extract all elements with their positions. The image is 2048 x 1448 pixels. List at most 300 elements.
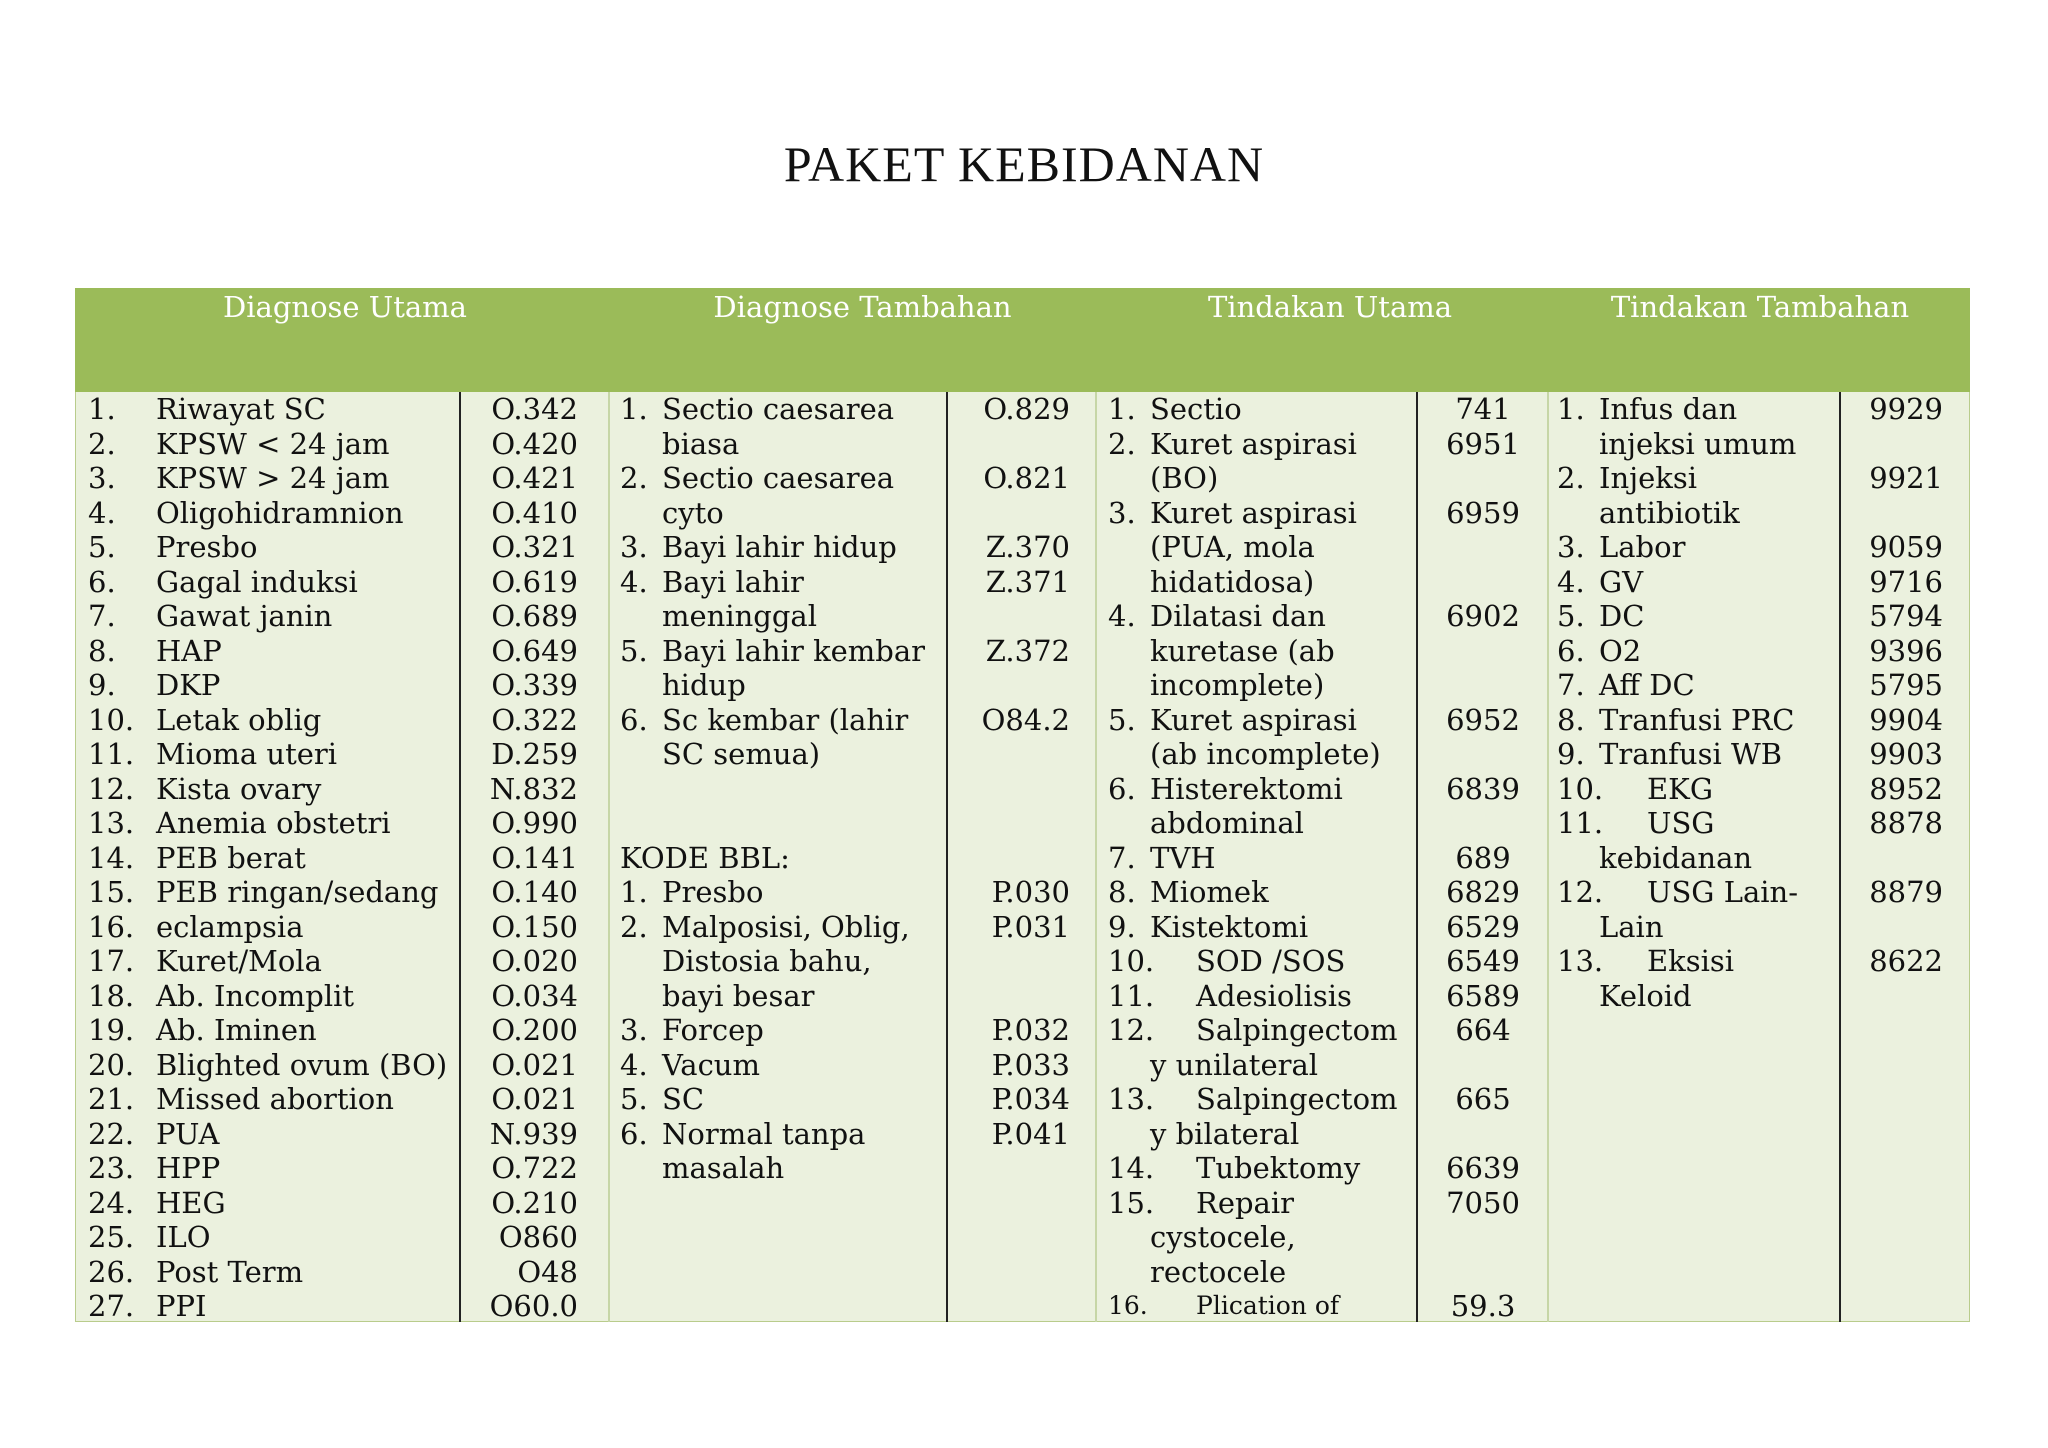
diagnose-tambahan-code: P.031 <box>991 909 1070 944</box>
item-label: hidatidosa) <box>1150 564 1315 599</box>
item-label: Kistektomi <box>1150 909 1309 944</box>
item-label: (PUA, mola <box>1150 530 1315 564</box>
diagnose-tambahan-code <box>950 427 1070 462</box>
diagnose-utama-row <box>88 461 453 496</box>
tindakan-tambahan-code <box>1841 910 1943 945</box>
diagnose-tambahan-code: P.034 <box>991 1082 1070 1116</box>
item-number: 9. <box>1557 737 1585 771</box>
tindakan-tambahan-row <box>1557 599 1839 634</box>
tindakan-utama-code: 6829 <box>1446 875 1520 909</box>
tindakan-utama-row <box>1108 1117 1414 1152</box>
item-number: 25. <box>88 1220 135 1254</box>
item-number: 9. <box>88 668 116 702</box>
tindakan-utama-code: 741 <box>1455 392 1511 426</box>
diagnose-utama-row <box>88 944 453 979</box>
tindakan-tambahan-code <box>1841 979 1943 1014</box>
item-label: Ab. Incomplit <box>156 978 355 1013</box>
diagnose-utama-code: N.832 <box>489 771 578 806</box>
tindakan-tambahan-code: 8622 <box>1869 944 1943 978</box>
tindakan-tambahan-code: 9716 <box>1869 564 1943 599</box>
diagnose-tambahan-list <box>620 392 942 1186</box>
tindakan-utama-row <box>1108 841 1414 876</box>
item-number: 4. <box>1557 564 1585 599</box>
diagnose-utama-code: O.021 <box>491 1047 578 1082</box>
item-number: 15. <box>1108 1185 1155 1220</box>
item-label: Tranfusi WB <box>1599 737 1783 771</box>
diagnose-utama-code: O48 <box>517 1254 578 1289</box>
item-label: PEB ringan/sedang <box>156 875 439 909</box>
item-label: DKP <box>156 668 221 702</box>
item-label: HEG <box>156 1185 226 1220</box>
item-label: Vacum <box>662 1047 760 1082</box>
diagnose-utama-code: O.420 <box>491 426 578 461</box>
tindakan-tambahan-row <box>1557 392 1839 427</box>
tindakan-tambahan-row <box>1557 461 1839 496</box>
tindakan-utama-code <box>1418 806 1548 841</box>
tindakan-utama-code <box>1418 1117 1548 1152</box>
tindakan-utama-code <box>1418 461 1548 496</box>
item-number: 12. <box>1557 875 1604 909</box>
item-number: 1. <box>620 392 648 426</box>
diagnose-tambahan-code <box>950 737 1070 772</box>
diagnose-tambahan-row <box>620 427 942 462</box>
item-label: meninggal <box>662 599 817 633</box>
tindakan-tambahan-row <box>1557 806 1839 841</box>
diagnose-tambahan-code: P.033 <box>991 1047 1070 1082</box>
tindakan-utama-row <box>1108 1186 1414 1221</box>
item-number: 19. <box>88 1013 135 1047</box>
diagnose-tambahan-row <box>620 1082 942 1117</box>
item-label: Sectio caesarea <box>662 392 895 426</box>
tindakan-utama-row <box>1108 1289 1414 1324</box>
item-number: 17. <box>88 944 135 978</box>
tindakan-utama-code <box>1418 565 1548 600</box>
tindakan-tambahan-row <box>1557 944 1839 979</box>
diagnose-utama-row <box>88 392 453 427</box>
item-number: 6. <box>620 702 648 737</box>
diagnose-tambahan-row <box>620 599 942 634</box>
diagnose-utama-code: D.259 <box>491 737 578 771</box>
diagnose-utama-code: N.939 <box>489 1116 578 1151</box>
item-number: 6. <box>1108 771 1136 806</box>
tindakan-utama-code <box>1418 1220 1548 1255</box>
item-label: Adesiolisis <box>1196 978 1352 1013</box>
item-label: Plication of <box>1196 1291 1340 1320</box>
tindakan-utama-code: 6549 <box>1446 944 1520 978</box>
item-label: TVH <box>1150 840 1216 875</box>
item-number: 1. <box>620 875 648 909</box>
tindakan-utama-row <box>1108 1220 1414 1255</box>
diagnose-utama-row <box>88 496 453 531</box>
item-label: Bayi lahir kembar <box>662 633 926 668</box>
item-number: 16. <box>1108 1291 1148 1320</box>
tindakan-utama-code: 6951 <box>1446 426 1520 461</box>
item-number: 10. <box>88 702 135 737</box>
item-label: HPP <box>156 1151 221 1185</box>
item-number: 5. <box>1557 599 1585 633</box>
item-label: O2 <box>1599 633 1642 668</box>
diagnose-tambahan-code: Z.370 <box>985 530 1070 564</box>
diagnose-utama-row <box>88 634 453 669</box>
tindakan-utama-code <box>1418 1048 1548 1083</box>
diagnose-utama-row <box>88 1013 453 1048</box>
item-label: (BO) <box>1150 461 1219 495</box>
diagnose-tambahan-row <box>620 944 942 979</box>
item-number: 21. <box>88 1082 135 1116</box>
item-label: Aff DC <box>1599 668 1695 702</box>
diagnose-utama-row <box>88 599 453 634</box>
item-label: Ab. Iminen <box>156 1013 317 1047</box>
item-label: Bayi lahir <box>662 564 804 599</box>
item-label: kebidanan <box>1599 840 1753 875</box>
diagnose-tambahan-row <box>620 1151 942 1186</box>
item-label: cyto <box>662 495 724 530</box>
diagnose-tambahan-row <box>620 461 942 496</box>
tindakan-tambahan-row <box>1557 496 1839 531</box>
item-number: 6. <box>88 564 116 599</box>
item-label: Missed abortion <box>156 1082 394 1116</box>
item-label: ILO <box>156 1220 211 1254</box>
diagnose-tambahan-code <box>950 806 1070 841</box>
item-label: cystocele, <box>1150 1220 1296 1254</box>
item-number: 2. <box>1557 461 1585 495</box>
diagnose-tambahan-code: Z.372 <box>985 633 1070 668</box>
item-number: 6. <box>1557 633 1585 668</box>
item-label: Tranfusi PRC <box>1599 702 1795 737</box>
diagnose-utama-code: O.619 <box>491 564 578 599</box>
diagnose-utama-row <box>88 427 453 462</box>
diagnose-utama-code: O.689 <box>491 599 578 633</box>
diagnose-utama-row <box>88 979 453 1014</box>
item-number: 11. <box>88 737 135 771</box>
item-label: Gagal induksi <box>156 564 358 599</box>
tindakan-tambahan-codes <box>1841 392 1943 1013</box>
item-label: kuretase (ab <box>1150 633 1335 668</box>
diagnose-utama-code: O.150 <box>491 909 578 944</box>
item-label: Kuret aspirasi <box>1150 702 1357 737</box>
tindakan-tambahan-code: 9396 <box>1869 633 1943 668</box>
tindakan-tambahan-code: 9904 <box>1869 702 1943 737</box>
item-label: SC <box>662 1082 705 1116</box>
item-label: Malposisi, Oblig, <box>662 909 910 944</box>
item-label: Histerektomi <box>1150 771 1343 806</box>
item-number: 13. <box>1108 1082 1155 1116</box>
item-number: 18. <box>88 978 135 1013</box>
item-label: GV <box>1599 564 1644 599</box>
item-label: Gawat janin <box>156 599 333 633</box>
item-number: 6. <box>620 1116 648 1151</box>
item-label: USG <box>1647 806 1715 840</box>
item-label: Riwayat SC <box>156 392 326 426</box>
diagnose-utama-row <box>88 772 453 807</box>
item-number: 2. <box>620 909 648 944</box>
item-label: Tubektomy <box>1196 1151 1361 1185</box>
tindakan-utama-row <box>1108 772 1414 807</box>
tindakan-utama-row <box>1108 737 1414 772</box>
diagnose-utama-row <box>88 1289 453 1324</box>
item-number: 11. <box>1108 978 1155 1013</box>
tindakan-tambahan-row <box>1557 910 1839 945</box>
item-label: Post Term <box>156 1254 304 1289</box>
item-number: 9. <box>1108 909 1136 944</box>
item-label: Oligohidramnion <box>156 495 404 530</box>
item-number: 27. <box>88 1289 135 1323</box>
item-number: 2. <box>1108 426 1136 461</box>
diagnose-utama-row <box>88 565 453 600</box>
tindakan-tambahan-code: 8952 <box>1869 771 1943 806</box>
item-label: Lain <box>1599 909 1664 944</box>
tindakan-utama-code: 6959 <box>1446 495 1520 530</box>
tindakan-tambahan-row <box>1557 772 1839 807</box>
tindakan-tambahan-row <box>1557 875 1839 910</box>
item-label: EKG <box>1647 771 1714 806</box>
tindakan-utama-codes <box>1418 392 1548 1324</box>
item-label: Kuret aspirasi <box>1150 495 1357 530</box>
tindakan-utama-row <box>1108 806 1414 841</box>
diagnose-tambahan-row <box>620 1048 942 1083</box>
tindakan-tambahan-row <box>1557 841 1839 876</box>
tindakan-utama-code: 6839 <box>1446 771 1520 806</box>
diagnose-utama-row <box>88 737 453 772</box>
tindakan-tambahan-code <box>1841 496 1943 531</box>
item-label: Blighted ovum (BO) <box>156 1047 448 1082</box>
item-label: incomplete) <box>1150 668 1325 702</box>
tindakan-utama-row <box>1108 668 1414 703</box>
item-label: Dilatasi dan <box>1150 599 1326 633</box>
column-divider <box>1095 392 1097 1322</box>
tindakan-utama-code: 664 <box>1455 1013 1511 1047</box>
item-number: 3. <box>1108 495 1136 530</box>
column-divider <box>459 392 461 1322</box>
item-number: 26. <box>88 1254 135 1289</box>
item-label: Forcep <box>662 1013 764 1047</box>
item-label: Injeksi <box>1599 461 1698 495</box>
tindakan-tambahan-code: 5795 <box>1869 668 1943 702</box>
tindakan-utama-code <box>1418 530 1548 565</box>
item-label: Kuret aspirasi <box>1150 426 1357 461</box>
diagnose-utama-row <box>88 703 453 738</box>
item-label: Repair <box>1196 1185 1294 1220</box>
item-label: Presbo <box>156 530 258 564</box>
diagnose-utama-row <box>88 1220 453 1255</box>
diagnose-tambahan-code <box>950 668 1070 703</box>
diagnose-tambahan-code: O.821 <box>983 461 1070 495</box>
header-diagnose-tambahan: Diagnose Tambahan <box>713 290 1012 324</box>
tindakan-utama-row <box>1108 599 1414 634</box>
tindakan-utama-row <box>1108 703 1414 738</box>
diagnose-utama-code: O60.0 <box>489 1289 578 1323</box>
item-number: 1. <box>88 392 116 426</box>
tindakan-utama-code: 689 <box>1455 840 1511 875</box>
tindakan-utama-code <box>1418 737 1548 772</box>
header-tindakan-utama: Tindakan Utama <box>1207 290 1453 324</box>
diagnose-tambahan-row <box>620 910 942 945</box>
item-label: y bilateral <box>1150 1116 1300 1151</box>
diagnose-tambahan-row <box>620 496 942 531</box>
tindakan-utama-code: 6952 <box>1446 702 1520 737</box>
item-number: 14. <box>1108 1151 1155 1185</box>
item-label: USG Lain- <box>1647 875 1798 909</box>
diagnose-utama-code: O.410 <box>491 495 578 530</box>
item-number: 8. <box>1557 702 1585 737</box>
tindakan-utama-code <box>1418 1255 1548 1290</box>
diagnose-tambahan-row <box>620 703 942 738</box>
tindakan-utama-row <box>1108 634 1414 669</box>
diagnose-utama-code: O.990 <box>491 806 578 840</box>
diagnose-utama-code: O.210 <box>491 1185 578 1220</box>
item-number: 4. <box>620 1047 648 1082</box>
column-divider <box>608 392 610 1322</box>
item-label: bayi besar <box>662 978 815 1013</box>
diagnose-tambahan-row <box>620 1117 942 1152</box>
diagnose-utama-row <box>88 1048 453 1083</box>
item-number: 8. <box>1108 875 1136 909</box>
tindakan-tambahan-row <box>1557 668 1839 703</box>
item-label: Bayi lahir hidup <box>662 530 897 564</box>
diagnose-utama-code: O.342 <box>491 392 578 426</box>
item-label: HAP <box>156 633 222 668</box>
item-number: 3. <box>620 1013 648 1047</box>
item-number: 12. <box>88 771 135 806</box>
item-label: Normal tanpa <box>662 1116 866 1151</box>
diagnose-utama-code: O.140 <box>491 875 578 909</box>
item-label: KPSW < 24 jam <box>156 426 390 461</box>
diagnose-tambahan-row <box>620 530 942 565</box>
item-number: 3. <box>620 530 648 564</box>
item-number: 4. <box>620 564 648 599</box>
item-number: 4. <box>88 495 116 530</box>
tindakan-utama-row <box>1108 910 1414 945</box>
tindakan-utama-row <box>1108 1082 1414 1117</box>
tindakan-tambahan-row <box>1557 530 1839 565</box>
tindakan-tambahan-list <box>1557 392 1839 1013</box>
item-number: 24. <box>88 1185 135 1220</box>
header-tindakan-tambahan: Tindakan Tambahan <box>1610 290 1910 324</box>
item-label: Kista ovary <box>156 771 322 806</box>
tindakan-utama-row <box>1108 1048 1414 1083</box>
item-number: 7. <box>88 599 116 633</box>
diagnose-utama-row <box>88 668 453 703</box>
diagnose-utama-code: O.141 <box>491 840 578 875</box>
item-label: Distosia bahu, <box>662 944 872 978</box>
item-label: PPI <box>156 1289 207 1323</box>
item-label: Eksisi <box>1647 944 1735 978</box>
diagnose-tambahan-code: P.041 <box>991 1116 1070 1151</box>
item-label: masalah <box>662 1151 785 1185</box>
diagnose-utama-row <box>88 1082 453 1117</box>
item-label: Sectio caesarea <box>662 461 895 495</box>
diagnose-tambahan-code <box>950 599 1070 634</box>
item-number: 20. <box>88 1047 135 1082</box>
tindakan-tambahan-row <box>1557 703 1839 738</box>
tindakan-utama-code: 59.3 <box>1450 1289 1516 1323</box>
diagnose-utama-row <box>88 1151 453 1186</box>
diagnose-tambahan-row <box>620 875 942 910</box>
tindakan-utama-code: 7050 <box>1446 1185 1520 1220</box>
diagnose-utama-row <box>88 875 453 910</box>
tindakan-utama-code <box>1418 668 1548 703</box>
item-label: y unilateral <box>1150 1047 1319 1082</box>
item-label: rectocele <box>1150 1254 1287 1289</box>
diagnose-tambahan-code <box>950 1151 1070 1186</box>
tindakan-utama-row <box>1108 1151 1414 1186</box>
diagnose-utama-code: O.421 <box>491 461 578 495</box>
tindakan-tambahan-code: 9059 <box>1869 530 1943 564</box>
diagnose-utama-codes <box>462 392 578 1324</box>
tindakan-utama-list <box>1108 392 1414 1324</box>
tindakan-utama-row <box>1108 1255 1414 1290</box>
tindakan-tambahan-code: 8878 <box>1869 806 1943 840</box>
page-title: PAKET KEBIDANAN <box>783 136 1265 192</box>
diagnose-tambahan-row <box>620 772 942 807</box>
tindakan-tambahan-row <box>1557 979 1839 1014</box>
diagnose-utama-code: O.322 <box>491 702 578 737</box>
diagnose-utama-row <box>88 1186 453 1221</box>
item-label: Letak oblig <box>156 702 322 737</box>
item-label: DC <box>1599 599 1645 633</box>
item-number: 12. <box>1108 1013 1155 1047</box>
item-number: 11. <box>1557 806 1604 840</box>
item-label: antibiotik <box>1599 495 1740 530</box>
item-number: 1. <box>1557 392 1585 426</box>
item-number: 4. <box>1108 599 1136 633</box>
item-label: KODE BBL: <box>620 840 790 875</box>
item-number: 8. <box>88 633 116 668</box>
tindakan-tambahan-code: 8879 <box>1869 875 1943 909</box>
diagnose-utama-row <box>88 841 453 876</box>
item-number: 16. <box>88 909 135 944</box>
item-label: Labor <box>1599 530 1686 564</box>
tindakan-tambahan-code: 5794 <box>1869 599 1943 633</box>
item-label: hidup <box>662 668 746 702</box>
item-number: 1. <box>1108 392 1136 426</box>
item-number: 5. <box>1108 702 1136 737</box>
tindakan-utama-row <box>1108 461 1414 496</box>
item-label: Keloid <box>1599 978 1692 1013</box>
diagnose-tambahan-row <box>620 806 942 841</box>
item-number: 7. <box>1108 840 1136 875</box>
tindakan-tambahan-code <box>1841 841 1943 876</box>
diagnose-utama-row <box>88 1117 453 1152</box>
diagnose-tambahan-row <box>620 841 942 876</box>
diagnose-utama-code: O.722 <box>491 1151 578 1185</box>
diagnose-tambahan-row <box>620 668 942 703</box>
item-label: PEB berat <box>156 840 306 875</box>
tindakan-utama-code: 6589 <box>1446 978 1520 1013</box>
diagnose-tambahan-row <box>620 392 942 427</box>
item-number: 3. <box>88 461 116 495</box>
item-number: 2. <box>620 461 648 495</box>
diagnose-tambahan-code <box>950 496 1070 531</box>
diagnose-tambahan-code: P.032 <box>991 1013 1070 1047</box>
diagnose-utama-code: O.339 <box>491 668 578 702</box>
tindakan-utama-row <box>1108 875 1414 910</box>
item-label: KPSW > 24 jam <box>156 461 390 495</box>
tindakan-tambahan-code: 9929 <box>1869 392 1943 426</box>
item-label: Kuret/Mola <box>156 944 322 978</box>
diagnose-tambahan-row <box>620 737 942 772</box>
diagnose-utama-row <box>88 806 453 841</box>
item-label: Sc kembar (lahir <box>662 702 909 737</box>
tindakan-utama-row <box>1108 979 1414 1014</box>
item-number: 10. <box>1108 944 1155 978</box>
header-diagnose-utama: Diagnose Utama <box>223 290 467 324</box>
diagnose-tambahan-row <box>620 979 942 1014</box>
item-number: 14. <box>88 840 135 875</box>
item-number: 5. <box>620 633 648 668</box>
item-label: Miomek <box>1150 875 1269 909</box>
item-label: injeksi umum <box>1599 426 1797 461</box>
